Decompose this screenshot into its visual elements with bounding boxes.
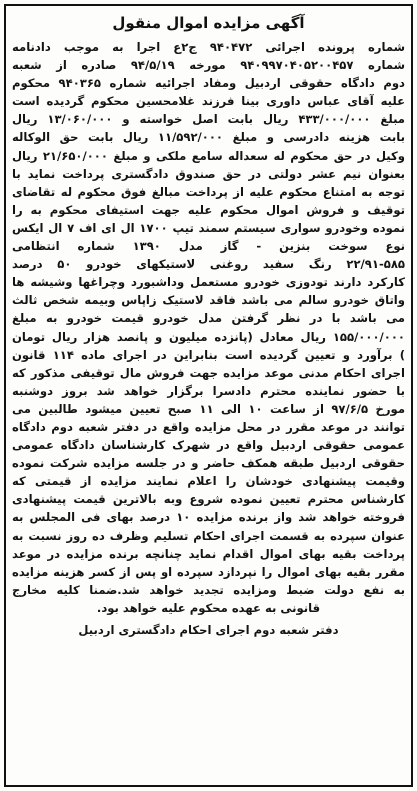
notice-signature: دفتر شعبه دوم اجرای احکام دادگستری اردبیل (78, 623, 339, 637)
notice-line: وقیمت پیشنهادی خودشان را اعلام نمایند مزایده از قیمتی که (12, 474, 405, 489)
notice-line: شماره ۹۴۰۹۹۷۰۴۰۵۲۰۰۴۵۷ مورخه ۹۴/۵/۱۹ صادره از شعبه (12, 58, 405, 73)
notice-line: مورخ ۹۷/۶/۵ از ساعت ۱۰ الی ۱۱ صبح تعیین میشود طالبین می (12, 401, 405, 416)
notice-line: ۱۵۵/۰۰۰/۰۰۰ ریال معادل (پانزده میلیون و پانصد هزار ریال تومان (12, 329, 405, 344)
notice-line: قانونی به عهده محکوم علیه خواهد بود. (96, 600, 321, 615)
notice-content (12, 12, 405, 783)
notice-line: مقرر بقیه بهای اموال را نپردازد سپرده او پس از کسر هزینه مزایده (12, 564, 405, 579)
notice-line: ۲۲/۹۱-۵۸۵ رنگ سفید روغنی لاستیکهای خودرو ۵۰ درصد (12, 257, 405, 272)
notice-line: کارشناس محترم تعیین نموده شروع وبه بالاترین قیمت پیشنهادی (12, 492, 405, 507)
notice-title: آگهی مزایده اموال منقول (112, 14, 305, 32)
notice-line: اجرای احکام مدنی موعد مزایده جهت فروش مال توقیفی مذکور که (12, 365, 405, 380)
notice-line: حقوقی اردبیل طبقه همکف حاضر و در جلسه مزایده شرکت نموده (12, 456, 405, 471)
notice-line: بعنوان نیم عشر دولتی در حق صندوق دادگستری پرداخت نماید با (12, 166, 405, 181)
notice-line: توانند در موعد مقرر در محل مزایده واقع در دفتر شعبه دوم دادگاه (12, 419, 405, 434)
notice-line: ) برآورد و تعیین گردیده است بنابراین در اجرای ماده ۱۱۴ قانون (12, 347, 405, 362)
notice-line: بابت هزینه دادرسی و مبلغ ۱۱/۵۹۲/۰۰۰ ریال بابت حق الوکاله (12, 130, 405, 145)
notice-line: واتاق خودرو سالم می باشد فاقد لاستیک زاپاس وبیمه شخص ثالث (12, 293, 405, 308)
notice-line: مبلغ ۴۳۳/۰۰۰/۰۰۰ ریال بابت اصل خواسته و ۱۳/۰۶۰/۰۰۰ ریال (12, 112, 405, 127)
notice-line: می باشد با در نظر گرفتن مدل خودرو قیمت خودرو به مبلغ (12, 311, 405, 326)
notice-line: شماره پرونده اجرائی ۹۴۰۴۷۲ ج۲ع اجرا به موجب دادنامه (12, 40, 405, 54)
notice-line: وکیل در حق محکوم له سعداله سامع ملکی و مبلغ ۲۱/۶۵۰/۰۰۰ ریال (12, 148, 405, 163)
notice-line: عنوان سپرده به قسمت اجرای احکام تسلیم وظرف ده روز نسبت به (12, 528, 405, 543)
notice-line: دوم دادگاه حقوقی اردبیل ومفاد اجرائیه شماره ۹۴۰۳۶۵ محکوم (12, 76, 405, 91)
notice-line: کارکرد دارند تودوزی خودرو مستعمل وداشبورد وچراغها وشیشه ها (12, 275, 405, 290)
notice-line: علیه آقای عباس داوری بینا فرزند غلامحسین محکوم گردیده است (12, 94, 405, 109)
notice-body (12, 38, 405, 617)
notice-line: نوع سوخت بنزین - گاز مدل ۱۳۹۰ شماره انتظامی (12, 239, 405, 254)
notice-line: پرداخت بقیه بهای اموال اقدام نماید چنانچه برنده مزایده در موعد (12, 546, 405, 561)
notice-line: عمومی حقوقی اردبیل واقع در شهرک کارشناسان دادگاه عمومی (12, 438, 405, 453)
notice-line: نموده وخودرو سواری سیستم سمند تیپ ۱۷۰۰ ال ای اف ۷ ال ایکس (12, 220, 405, 235)
notice-line: فروخته خواهد شد واز برنده مزایده ۱۰ درصد بهای فی المجلس به (12, 510, 405, 525)
notice-line: توجه به امتناع محکوم علیه از پرداخت مبالغ فوق محکوم له تقاضای (12, 184, 405, 199)
notice-line: توقیف و فروش اموال محکوم علیه جهت استیفای محکوم به را (12, 202, 405, 217)
notice-line: با حضور نماینده محترم دادسرا برگزار خواهد شد بروز دوشنبه (12, 383, 405, 398)
notice-line: به نفع دولت ضبط ومزایده تجدید خواهد شد.ضمنا کلیه مخارج (12, 582, 405, 597)
